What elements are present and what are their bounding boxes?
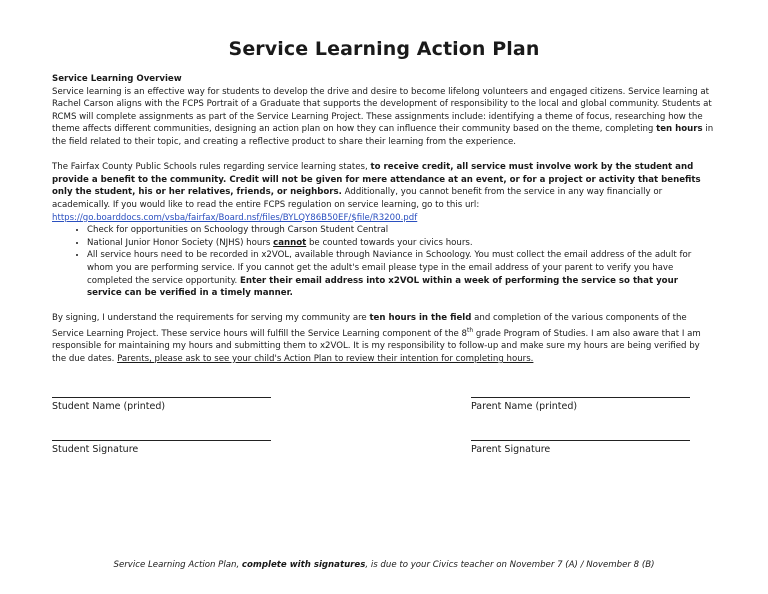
bullet-3-pre: All service hours need to be recorded in x2VOL, available through Naviance in Schoology. You must collect the email address of the adult for whom you are performing service. If you cannot get the adult's email please type in the email address of your parent to verify you have completed the service opportunity. <box>87 250 692 286</box>
overview-text: Service learning is an effective way for students to develop the drive and desire to become lifelong volunteers and engaged citizens. Service learning at Rachel Carson aligns with the FCPS Portrait of a Graduate that supports the development of responsibility to the local and global community. Students at RCMS will complete assignments as part of the Service Learning Project. These assignments include: identifying a theme of focus, researching how the theme affects different communities, designing an action plan on how they can influence their community based on the theme, completing <box>52 86 712 135</box>
student-signature-label: Student Signature <box>52 444 139 455</box>
overview-text-end: in the field related to their topic, and creating a reflective product to share their learning from the experience. <box>52 124 714 147</box>
overview-heading: Service Learning Overview <box>52 74 182 84</box>
rules-bold: to receive credit, all service must involve work by the student and provide a benefit to the community. Credit will not be given for mere attendance at an event, or for a project or activity that benefits only the student, his or her relatives, friends, or neighbors. <box>52 162 701 198</box>
rules-intro: The Fairfax County Public Schools rules regarding service learning states, <box>52 162 371 173</box>
agreement-sup: th <box>467 326 474 334</box>
page-title: Service Learning Action Plan <box>228 38 540 60</box>
overview-bold: ten hours <box>656 124 703 135</box>
list-item <box>87 224 714 237</box>
bullet-1-text: Check for opportunities on Schoology through Carson Student Central <box>87 225 389 236</box>
list-item <box>87 237 714 250</box>
parent-signature-label: Parent Signature <box>471 444 551 455</box>
footer-bold: complete with signatures <box>241 560 366 570</box>
document-body <box>52 73 714 366</box>
list-item <box>87 249 714 299</box>
agreement-paragraph <box>52 312 714 365</box>
agreement-mid: and completion of the various components of the Service Learning Project. These service hours will fulfill the Service Learning component of the 8 <box>52 313 687 339</box>
parent-name-label: Parent Name (printed) <box>471 401 578 412</box>
footer-post: , is due to your Civics teacher on November 7 (A) / November 8 (B) <box>365 560 655 570</box>
bullet-2-post: be counted towards your civics hours. <box>306 237 473 248</box>
rules-after: Additionally, you cannot benefit from the service in any way financially or academically. If you would like to read the entire FCPS regulation on service learning, go to this url: <box>52 187 663 210</box>
bullet-2-bold: cannot <box>273 237 307 248</box>
parent-signature-line[interactable] <box>471 440 690 441</box>
rules-paragraph <box>52 161 714 211</box>
student-signature-line[interactable] <box>52 440 271 441</box>
agreement-bold: ten hours in the field <box>369 313 472 324</box>
bullet-list <box>52 224 714 300</box>
overview-paragraph <box>52 86 714 149</box>
regulation-link[interactable]: https://go.boarddocs.com/vsba/fairfax/Board.nsf/files/BYLQY86B50EF/$file/R3200.pdf <box>52 212 418 223</box>
parent-name-line[interactable] <box>471 397 690 398</box>
bullet-3-bold: Enter their email address into x2VOL within a week of performing the service so that your service can be verified in a timely manner. <box>87 275 678 299</box>
student-name-line[interactable] <box>52 397 271 398</box>
footer-pre: Service Learning Action Plan, <box>113 560 242 570</box>
agreement-post: grade Program of Studies. I am also aware that I am responsible for maintaining my hours and submitting them to x2VOL. It is my responsibility to follow-up and make sure my hours are being verified by the due dates. <box>52 328 701 364</box>
bullet-2-pre: National Junior Honor Society (NJHS) hours <box>87 237 274 248</box>
student-name-label: Student Name (printed) <box>52 401 166 412</box>
agreement-pre: By signing, I understand the requirements for serving my community are <box>52 313 370 324</box>
agreement-underline: Parents, please ask to see your child's Action Plan to review their intention for completing hours. <box>117 353 534 364</box>
footer-note <box>0 560 768 570</box>
